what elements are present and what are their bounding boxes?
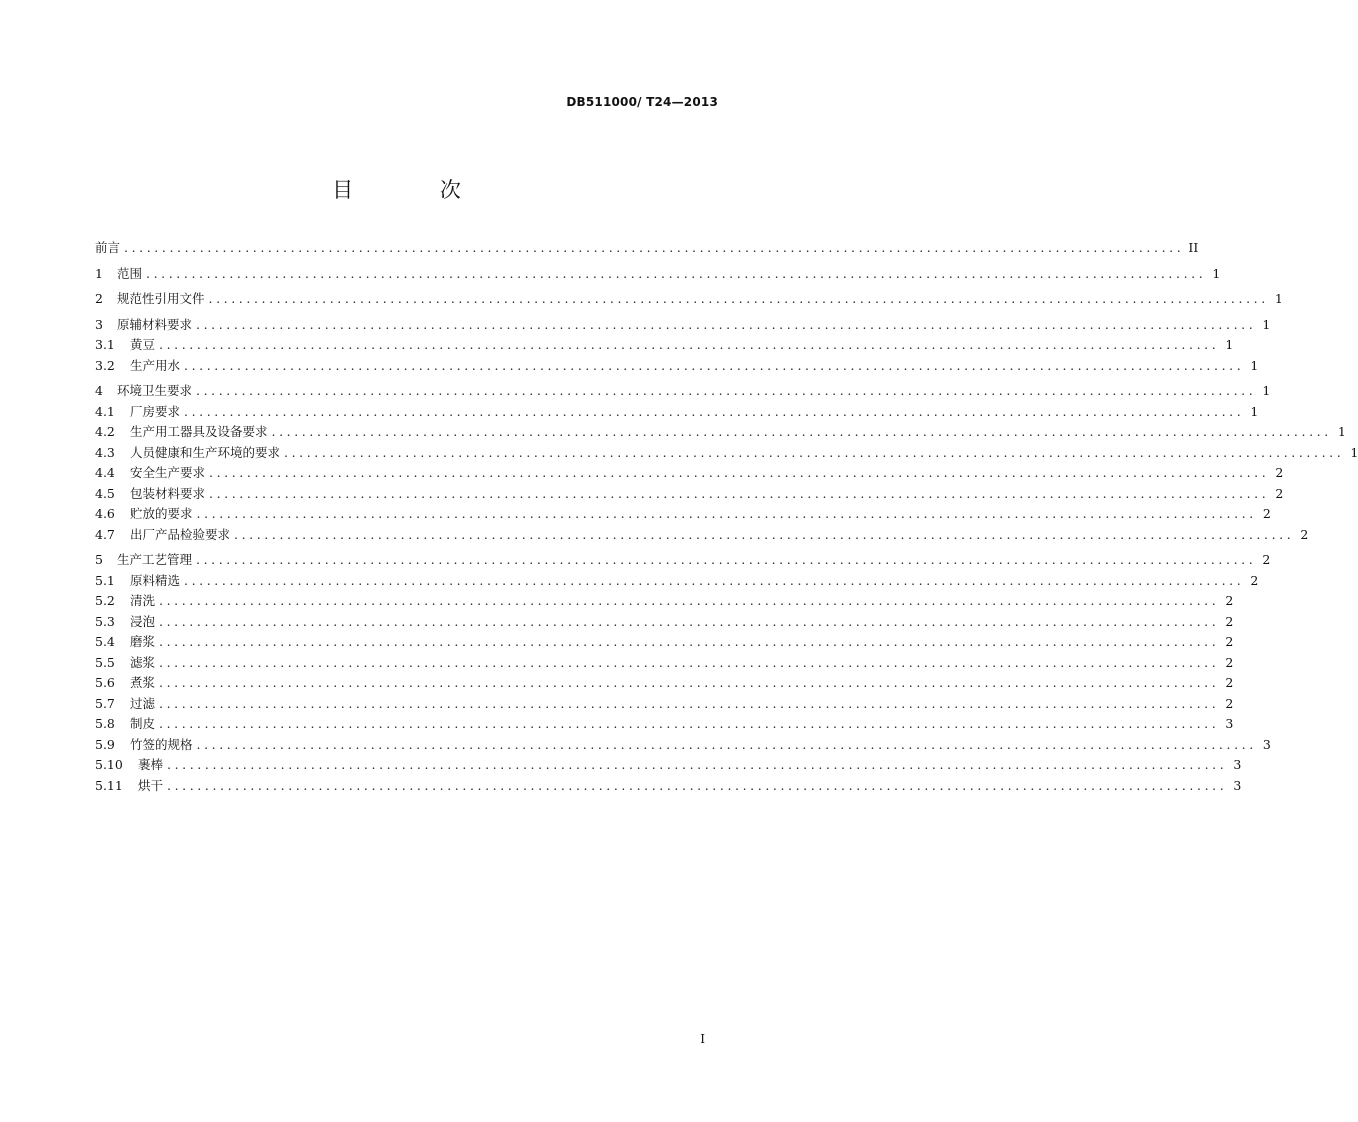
toc-entry-page: 1 [1212,265,1221,281]
toc-dot-leader: ............................................................................................................................................ [208,291,1269,306]
toc-entry[interactable] [95,550,1271,571]
toc-dot-leader: ............................................................................................................................................ [271,424,1332,439]
table-of-contents [95,238,1358,796]
toc-entry-number: 4.6 [95,506,115,521]
toc-entry-label: 出厂产品检验要求 [130,526,231,542]
toc-entry-number: 5.1 [95,572,115,588]
toc-entry-number: 4.7 [95,526,115,542]
toc-entry-label: 贮放的要求 [130,506,193,521]
toc-entry-label: 竹签的规格 [130,736,193,752]
toc-entry-label: 制皮 [130,716,156,731]
page-title: 目 次 [332,178,501,202]
toc-entry[interactable] [95,714,1234,735]
toc-dot-leader: ............................................................................................................................................ [196,316,1257,332]
toc-entry-label: 包装材料要求 [130,485,206,501]
toc-entry-label: 黄豆 [130,337,156,352]
toc-entry-number: 5.5 [95,654,115,670]
toc-entry[interactable] [95,422,1346,443]
toc-entry[interactable] [95,694,1234,715]
toc-entry-page: 2 [1262,552,1271,567]
toc-dot-leader: ............................................................................................................................................ [159,337,1220,352]
toc-entry-label: 厂房要求 [130,403,181,419]
toc-entry[interactable] [95,653,1234,674]
toc-entry-label: 浸泡 [130,613,156,629]
toc-dot-leader: ............................................................................................................................................ [196,736,1257,752]
toc-entry-page: II [1188,240,1199,255]
toc-entry-label: 人员健康和生产环境的要求 [130,444,281,460]
toc-entry-label: 生产用工器具及设备要求 [130,424,268,439]
toc-dot-leader: ............................................................................................................................................ [184,357,1245,373]
toc-entry-number: 5.9 [95,736,115,752]
toc-entry-number: 2 [95,291,103,306]
toc-entry-page: 3 [1233,757,1242,772]
standard-code: DB511000/ T24—2013 [566,95,718,109]
toc-entry-number: 5 [95,552,103,567]
toc-entry-page: 2 [1225,695,1234,711]
toc-entry-number: 4.3 [95,444,115,460]
toc-entry-page: 1 [1250,357,1259,373]
toc-dot-leader: ............................................................................................................................................ [159,675,1220,690]
toc-entry-number: 4.5 [95,485,115,501]
toc-entry-label: 安全生产要求 [130,465,206,480]
toc-dot-leader: ............................................................................................................................................ [196,506,1257,521]
toc-entry-page: 2 [1225,613,1234,629]
toc-entry-page: 2 [1225,634,1234,649]
toc-entry-page: 1 [1250,403,1259,419]
toc-entry[interactable] [95,402,1259,423]
toc-entry-number: 3.2 [95,357,115,373]
toc-entry-page: 1 [1274,291,1283,306]
toc-entry-page: 2 [1225,654,1234,670]
toc-entry-page: 1 [1350,444,1358,460]
toc-dot-leader: ............................................................................................................................................ [159,613,1220,629]
toc-entry[interactable] [95,525,1309,546]
toc-dot-leader: ............................................................................................................................................ [167,757,1228,772]
toc-entry-number: 1 [95,265,103,281]
toc-entry-number: 5.8 [95,716,115,731]
toc-entry-label: 环境卫生要求 [117,383,193,398]
toc-entry-number: 5.7 [95,695,115,711]
toc-dot-leader: ............................................................................................................................................ [284,444,1345,460]
toc-entry[interactable] [95,504,1271,525]
toc-entry-number: 3 [95,316,103,332]
toc-entry-label: 裹棒 [138,757,164,772]
toc-dot-leader: ............................................................................................................................................ [159,593,1220,608]
toc-entry-number: 5.10 [95,757,123,772]
toc-entry[interactable] [95,289,1283,310]
toc-entry-page: 2 [1275,485,1284,501]
toc-entry-label: 磨浆 [130,634,156,649]
toc-dot-leader: ............................................................................................................................................ [184,403,1245,419]
toc-entry-page: 2 [1300,526,1309,542]
toc-entry-number: 4.2 [95,424,115,439]
toc-entry[interactable] [95,591,1234,612]
toc-entry-page: 3 [1225,716,1234,731]
toc-entry-label: 范围 [117,265,143,281]
toc-dot-leader: ............................................................................................................................................ [196,552,1257,567]
toc-entry-number: 5.6 [95,675,115,690]
toc-entry-number: 5.4 [95,634,115,649]
toc-entry-label: 过滤 [130,695,156,711]
toc-entry[interactable] [95,776,1242,797]
toc-entry[interactable] [95,463,1284,484]
toc-entry-number: 5.3 [95,613,115,629]
toc-entry[interactable] [95,673,1234,694]
toc-entry[interactable] [95,755,1242,776]
toc-entry[interactable] [95,612,1234,633]
toc-entry-page: 2 [1225,675,1234,690]
toc-dot-leader: ............................................................................................................................................ [167,777,1228,793]
toc-dot-leader: ............................................................................................................................................ [209,485,1270,501]
toc-dot-leader: ............................................................................................................................................ [146,265,1207,281]
toc-entry[interactable] [95,264,1221,285]
toc-entry[interactable] [95,632,1234,653]
toc-entry-label: 煮浆 [130,675,156,690]
toc-entry-label: 原辅材料要求 [117,316,193,332]
toc-dot-leader: ............................................................................................................................................ [124,240,1185,255]
toc-entry-number: 4.4 [95,465,115,480]
toc-entry-page: 3 [1233,777,1242,793]
toc-entry-label: 原料精选 [130,572,181,588]
toc-entry[interactable] [95,381,1271,402]
toc-entry-number: 4.1 [95,403,115,419]
toc-entry[interactable] [95,238,1199,259]
toc-entry-number: 4 [95,383,103,398]
toc-dot-leader: ............................................................................................................................................ [234,526,1295,542]
toc-entry-page: 1 [1337,424,1346,439]
toc-entry[interactable] [95,484,1284,505]
toc-dot-leader: ............................................................................................................................................ [196,383,1257,398]
toc-entry-label: 滤浆 [130,654,156,670]
toc-entry-number: 3.1 [95,337,115,352]
toc-entry-page: 1 [1262,383,1271,398]
toc-entry-page: 2 [1275,465,1284,480]
toc-dot-leader: ............................................................................................................................................ [159,716,1220,731]
toc-entry-label: 生产工艺管理 [117,552,193,567]
toc-entry-page: 2 [1250,572,1259,588]
toc-entry[interactable] [95,571,1259,592]
toc-dot-leader: ............................................................................................................................................ [159,695,1220,711]
page-number: I [700,1032,705,1046]
toc-entry-number: 5.11 [95,777,123,793]
toc-entry-label: 烘干 [138,777,164,793]
toc-entry[interactable] [95,443,1358,464]
toc-entry-label: 生产用水 [130,357,181,373]
toc-entry-label: 清洗 [130,593,156,608]
toc-entry-page: 1 [1262,316,1271,332]
toc-entry-page: 3 [1262,736,1271,752]
toc-entry-page: 1 [1225,337,1234,352]
toc-entry[interactable] [95,735,1271,756]
toc-dot-leader: ............................................................................................................................................ [159,634,1220,649]
toc-entry[interactable] [95,356,1259,377]
toc-entry[interactable] [95,335,1234,356]
toc-entry[interactable] [95,315,1271,336]
toc-entry-label: 前言 [95,240,121,255]
toc-entry-number: 5.2 [95,593,115,608]
toc-dot-leader: ............................................................................................................................................ [209,465,1270,480]
toc-dot-leader: ............................................................................................................................................ [159,654,1220,670]
toc-dot-leader: ............................................................................................................................................ [184,572,1245,588]
toc-entry-page: 2 [1262,506,1271,521]
toc-entry-label: 规范性引用文件 [117,291,205,306]
toc-entry-page: 2 [1225,593,1234,608]
